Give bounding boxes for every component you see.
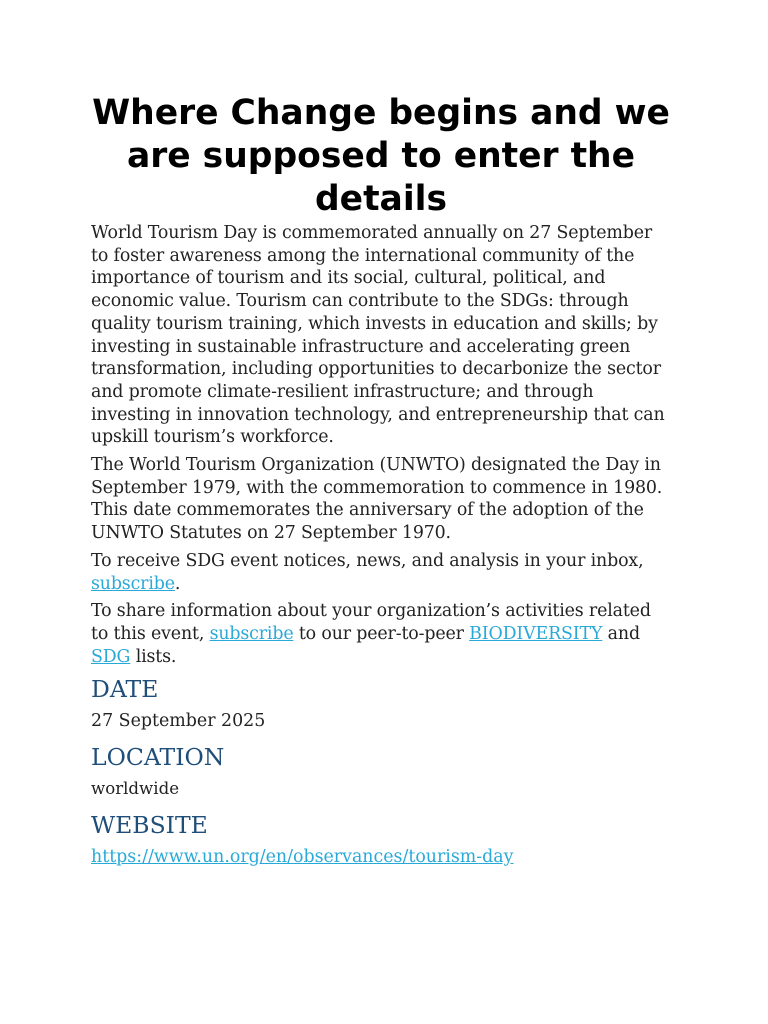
share-text: To share information about your organization’s activities related to this event, [91,601,651,644]
location-heading: LOCATION [91,743,225,772]
website-paragraph [91,846,671,869]
subscribe-link[interactable]: subscribe [91,573,175,594]
intro-paragraph: World Tourism Day is commemorated annually on 27 September to foster awareness among the international community of the importance of tourism and its social, cultural, political, and economic value. Tourism can contribute to the SDGs: through quality tourism training, which invests in education and skills; by investing in sustainable infrastructure and accelerating green transformation, including opportunities to decarbonize the sector and promote climate-resilient infrastructure; and through investing in innovation technology, and entrepreneurship that can upskill tourism’s workforce. [91,223,665,448]
share-paragraph [91,600,671,668]
page-title: Where Change begins and we are supposed to enter the details [92,93,670,219]
biodiversity-link[interactable]: BIODIVERSITY [469,623,603,644]
location-value: worldwide [91,779,180,799]
sdg-link[interactable]: SDG [91,646,131,667]
newsletter-text: To receive SDG event notices, news, and analysis in your inbox, [91,550,644,571]
newsletter-paragraph [91,550,671,595]
share-end-text: lists. [130,646,177,667]
history-paragraph: The World Tourism Organization (UNWTO) designated the Day in September 1979, with the commemoration to commence in 1980. This date commemorates the anniversary of the adoption of the UNWTO Statutes on 27 September 1970. [91,455,663,544]
subscribe-lists-link[interactable]: subscribe [209,623,294,644]
share-middle-text: to our peer-to-peer [293,623,470,644]
website-heading: WEBSITE [91,810,208,839]
date-heading: DATE [91,675,159,704]
share-and-text: and [602,623,640,644]
document-page [91,92,671,877]
newsletter-period: . [174,573,181,594]
website-link[interactable]: https://www.un.org/en/observances/tourism-day [91,846,514,867]
date-value: 27 September 2025 [91,711,266,732]
